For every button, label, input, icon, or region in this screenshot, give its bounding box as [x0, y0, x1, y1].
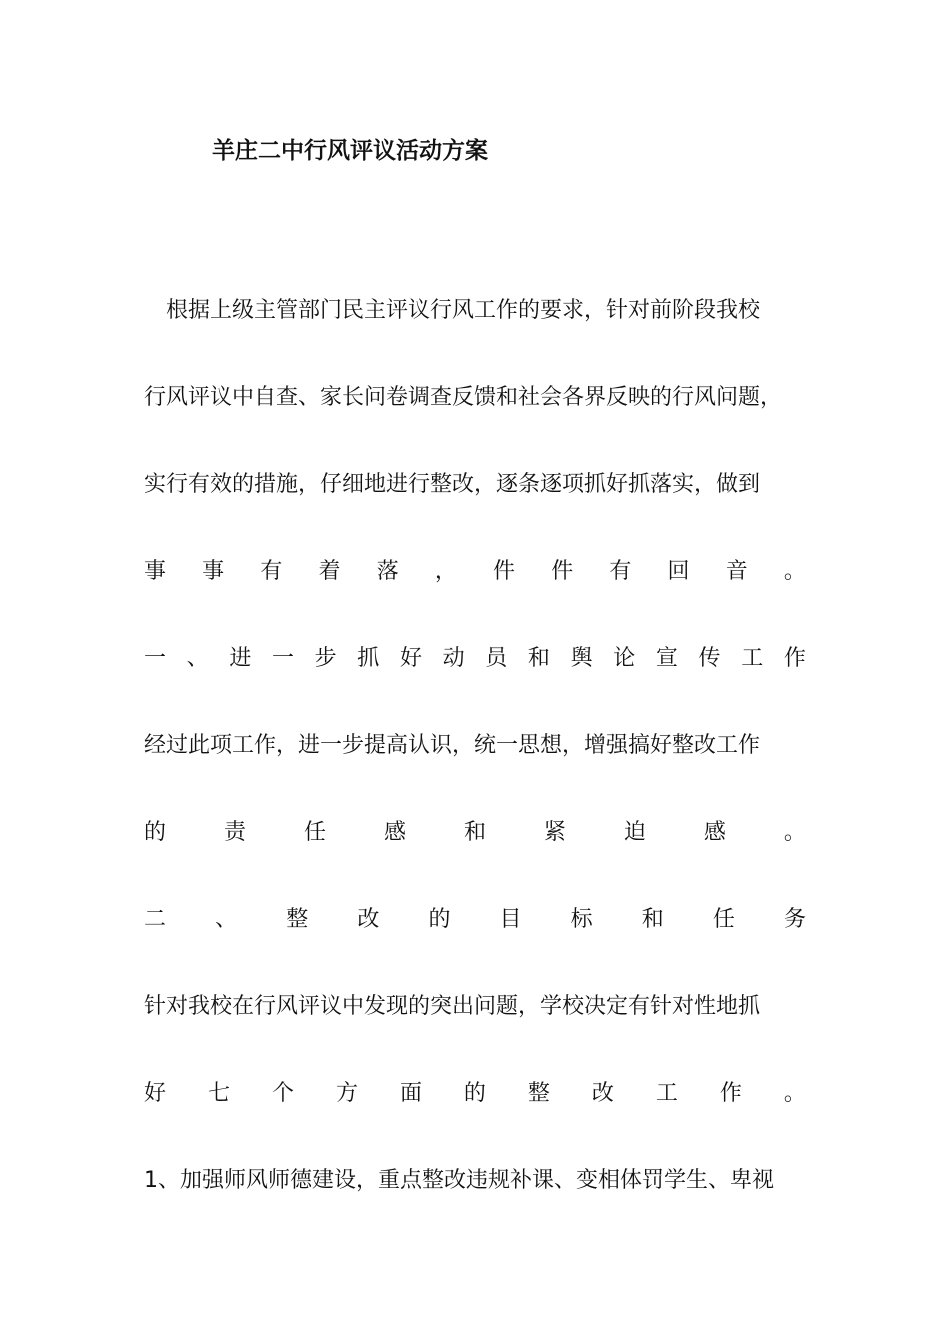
document-title: 羊庄二中行风评议活动方案: [212, 138, 488, 164]
char: 宣: [655, 646, 678, 671]
char: 标: [570, 907, 593, 932]
paragraph-line-6: 经过此项工作，进一步提高认识，统一思想，增强搞好整改工作: [144, 733, 761, 758]
char: 个: [271, 1081, 294, 1106]
char: 整: [286, 907, 309, 932]
char: 改: [357, 907, 380, 932]
char: 抓: [357, 646, 380, 671]
char: 动: [442, 646, 465, 671]
char: 一: [144, 646, 167, 671]
char: 工: [655, 1081, 678, 1106]
char: 方: [335, 1081, 358, 1106]
char: 进: [229, 646, 252, 671]
paragraph-line-1: 根据上级主管部门民主评议行风工作的要求，针对前阶段我校: [166, 298, 761, 323]
char: 有: [609, 559, 632, 584]
char: 件: [551, 559, 574, 584]
section-heading-2: [144, 903, 806, 937]
char: 好: [399, 646, 422, 671]
char: 工: [741, 646, 764, 671]
char: 舆: [570, 646, 593, 671]
list-item-1: 1、加强师风师德建设，重点整改违规补课、变相体罚学生、卑视: [144, 1168, 774, 1193]
char: 件: [493, 559, 516, 584]
paragraph-line-7: [144, 816, 806, 850]
char: ，: [434, 559, 457, 584]
char: 目: [499, 907, 522, 932]
paragraph-line-3: 实行有效的措施，仔细地进行整改，逐条逐项抓好抓落实，做到: [144, 472, 761, 497]
char: 一: [271, 646, 294, 671]
char: 。: [783, 820, 806, 845]
paragraph-line-10: [144, 1077, 806, 1111]
char: 七: [207, 1081, 230, 1106]
char: 整: [527, 1081, 550, 1106]
char: 传: [698, 646, 721, 671]
char: 的: [144, 820, 167, 845]
paragraph-line-2: 行风评议中自查、家长问卷调查反馈和社会各界反映的行风问题，: [144, 385, 783, 410]
char: 面: [399, 1081, 422, 1106]
char: 紧: [543, 820, 566, 845]
char: 有: [260, 559, 283, 584]
char: 责: [223, 820, 246, 845]
char: 作: [719, 1081, 742, 1106]
char: 二: [144, 907, 167, 932]
char: 的: [428, 907, 451, 932]
char: 迫: [623, 820, 646, 845]
char: 员: [485, 646, 508, 671]
char: 感: [383, 820, 406, 845]
char: 和: [527, 646, 550, 671]
paragraph-line-4: [144, 555, 806, 589]
char: 。: [783, 559, 806, 584]
char: 步: [314, 646, 337, 671]
char: 音: [725, 559, 748, 584]
char: 论: [613, 646, 636, 671]
char: 事: [202, 559, 225, 584]
char: 好: [144, 1081, 167, 1106]
char: 任: [303, 820, 326, 845]
char: 感: [703, 820, 726, 845]
char: 作: [783, 646, 806, 671]
char: 、: [186, 646, 209, 671]
char: 务: [783, 907, 806, 932]
char: 的: [463, 1081, 486, 1106]
char: 改: [591, 1081, 614, 1106]
char: 任: [712, 907, 735, 932]
paragraph-line-9: 针对我校在行风评议中发现的突出问题，学校决定有针对性地抓: [144, 994, 761, 1019]
char: 事: [144, 559, 167, 584]
char: 回: [667, 559, 690, 584]
section-heading-1: [144, 642, 806, 676]
char: 着: [318, 559, 341, 584]
char: 、: [215, 907, 238, 932]
char: 和: [463, 820, 486, 845]
char: 和: [641, 907, 664, 932]
char: 。: [783, 1081, 806, 1106]
char: 落: [376, 559, 399, 584]
